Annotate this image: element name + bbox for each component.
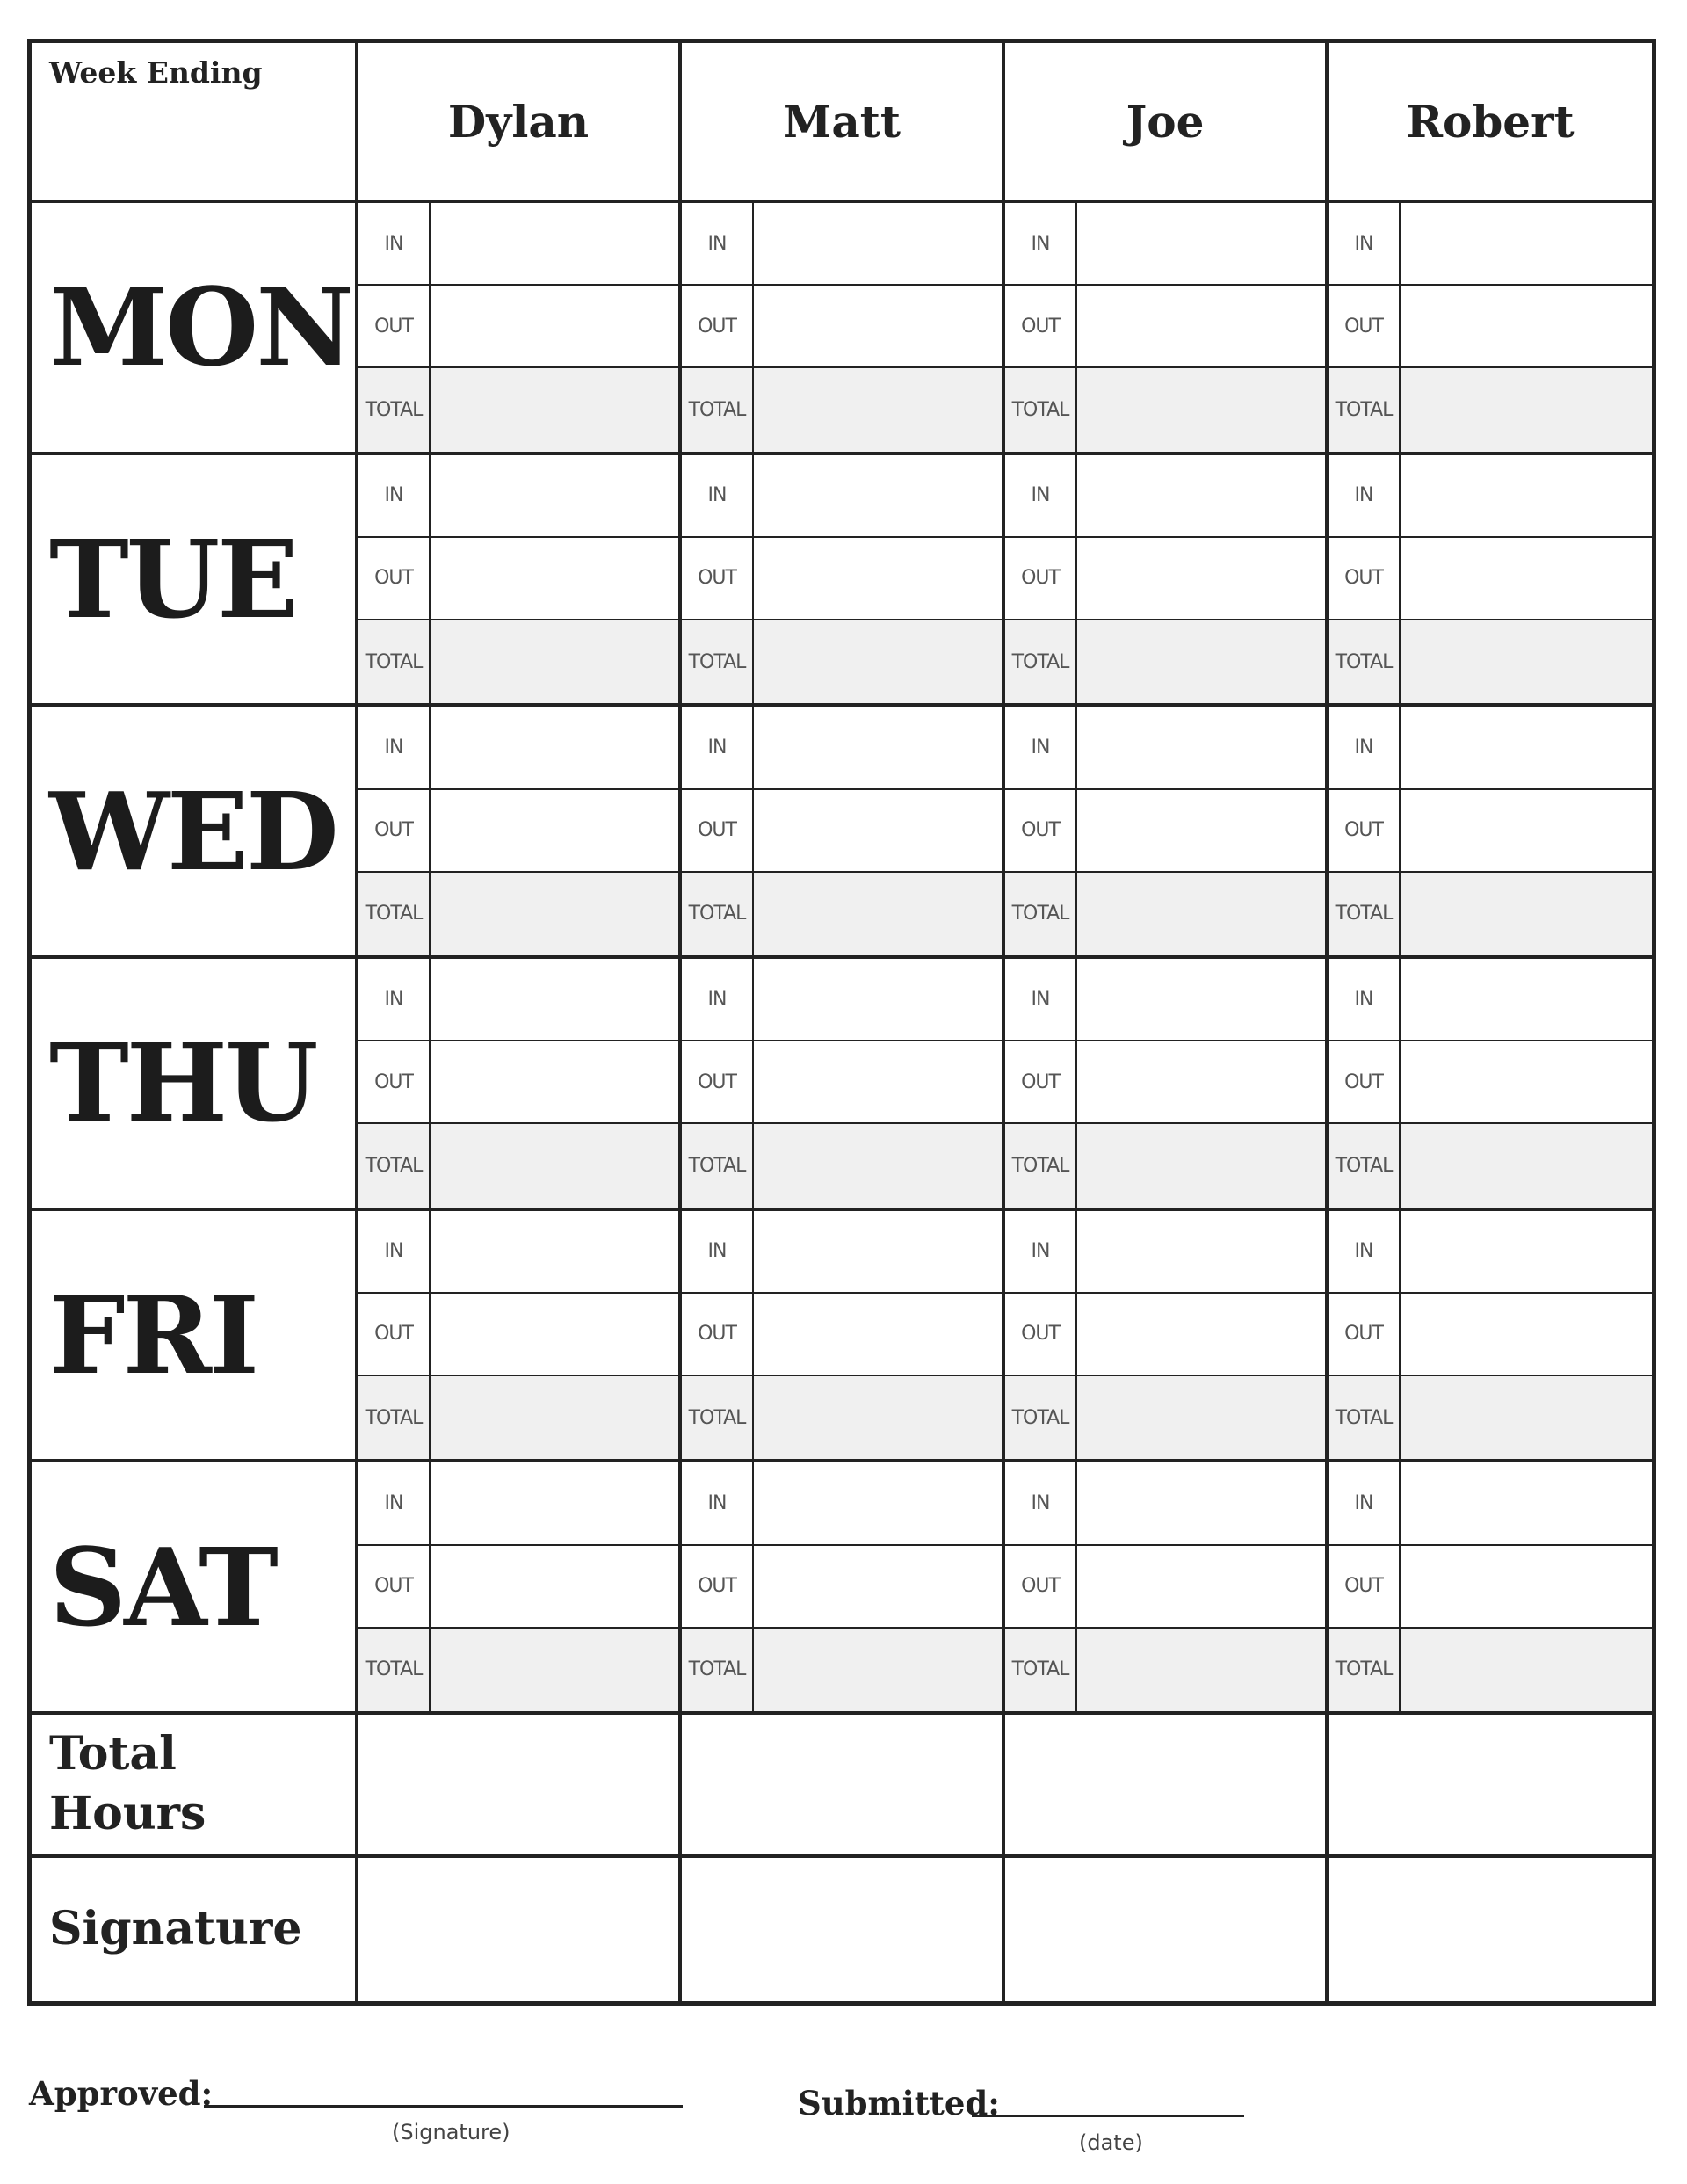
time-row-out	[682, 1041, 1002, 1124]
day-block	[682, 455, 1005, 707]
row-label-out: OUT	[1005, 1294, 1077, 1375]
day-block	[1329, 1462, 1652, 1715]
time-row-in	[358, 203, 678, 286]
day-block	[358, 455, 682, 707]
time-row-in	[1005, 203, 1325, 286]
time-entry-total[interactable]	[1077, 368, 1325, 451]
time-entry-total[interactable]	[1401, 368, 1652, 451]
row-label-in: IN	[1005, 1211, 1077, 1292]
time-entry-total[interactable]	[754, 873, 1002, 955]
row-label-out: OUT	[1005, 538, 1077, 619]
time-row-total	[358, 1376, 678, 1459]
row-label-in: IN	[1005, 707, 1077, 787]
day-block	[358, 1462, 682, 1715]
time-row-in	[1329, 1211, 1652, 1294]
total-hours-entry[interactable]	[1329, 1715, 1652, 1858]
time-row-out	[1005, 538, 1325, 620]
time-row-in	[358, 455, 678, 538]
time-entry-in[interactable]	[754, 707, 1002, 787]
time-entry-in[interactable]	[1401, 1462, 1652, 1543]
employee-header-2: Joe	[1005, 43, 1329, 203]
time-entry-total[interactable]	[1077, 620, 1325, 703]
time-entry-total[interactable]	[431, 873, 678, 955]
time-row-total	[1005, 1376, 1325, 1459]
time-row-out	[1329, 1041, 1652, 1124]
time-entry-total[interactable]	[1401, 873, 1652, 955]
total-hours-label: Total Hours	[32, 1715, 358, 1858]
time-entry-in[interactable]	[1077, 1211, 1325, 1292]
day-label-sat: SAT	[32, 1462, 358, 1715]
time-row-in	[682, 1462, 1002, 1545]
time-entry-in[interactable]	[1401, 203, 1652, 284]
row-label-out: OUT	[682, 286, 754, 366]
time-row-total	[1329, 1376, 1652, 1459]
row-label-out: OUT	[1329, 1546, 1401, 1627]
row-label-out: OUT	[358, 790, 431, 871]
row-label-out: OUT	[1005, 790, 1077, 871]
time-entry-in[interactable]	[431, 959, 678, 1040]
time-row-total	[1329, 873, 1652, 955]
row-label-total: TOTAL	[1329, 1124, 1401, 1207]
day-label-thu: THU	[32, 959, 358, 1211]
time-row-total	[1005, 1124, 1325, 1207]
time-entry-total[interactable]	[754, 368, 1002, 451]
time-row-total	[682, 1124, 1002, 1207]
row-label-total: TOTAL	[358, 1376, 431, 1459]
time-entry-out[interactable]	[431, 1294, 678, 1375]
time-entry-total[interactable]	[431, 620, 678, 703]
row-label-in: IN	[1329, 959, 1401, 1040]
signature-entry[interactable]	[358, 1858, 682, 2001]
time-entry-total[interactable]	[754, 1124, 1002, 1207]
day-block	[1329, 959, 1652, 1211]
time-row-total	[358, 1124, 678, 1207]
row-label-out: OUT	[1005, 286, 1077, 366]
row-label-in: IN	[1329, 707, 1401, 787]
row-label-out: OUT	[358, 1546, 431, 1627]
time-row-total	[1329, 368, 1652, 451]
row-label-total: TOTAL	[682, 1124, 754, 1207]
time-row-out	[1329, 538, 1652, 620]
time-entry-in[interactable]	[1401, 959, 1652, 1040]
row-label-in: IN	[682, 455, 754, 536]
time-row-out	[1005, 286, 1325, 368]
row-label-in: IN	[358, 707, 431, 787]
time-entry-in[interactable]	[754, 455, 1002, 536]
row-label-in: IN	[682, 959, 754, 1040]
time-row-total	[358, 368, 678, 451]
day-block	[1005, 455, 1329, 707]
row-label-out: OUT	[682, 1294, 754, 1375]
time-row-out	[358, 1546, 678, 1629]
signature-label: Signature	[32, 1858, 358, 2001]
time-row-in	[1329, 1462, 1652, 1545]
time-entry-out[interactable]	[431, 1041, 678, 1122]
time-entry-total[interactable]	[1401, 1629, 1652, 1711]
employee-header-3: Robert	[1329, 43, 1652, 203]
total-hours-entry[interactable]	[682, 1715, 1005, 1858]
time-row-in	[1005, 1462, 1325, 1545]
time-row-in	[682, 455, 1002, 538]
time-entry-total[interactable]	[754, 1629, 1002, 1711]
time-entry-total[interactable]	[754, 1376, 1002, 1459]
day-label-fri: FRI	[32, 1211, 358, 1463]
time-row-in	[1005, 1211, 1325, 1294]
row-label-total: TOTAL	[682, 368, 754, 451]
row-label-total: TOTAL	[358, 1124, 431, 1207]
day-block	[1329, 1211, 1652, 1463]
row-label-out: OUT	[1329, 286, 1401, 366]
time-row-in	[1005, 707, 1325, 789]
time-entry-out[interactable]	[754, 286, 1002, 366]
time-entry-in[interactable]	[754, 959, 1002, 1040]
time-entry-total[interactable]	[431, 368, 678, 451]
time-entry-in[interactable]	[754, 1211, 1002, 1292]
time-row-out	[1329, 1546, 1652, 1629]
time-row-out	[1329, 1294, 1652, 1376]
time-row-total	[1005, 873, 1325, 955]
row-label-out: OUT	[682, 538, 754, 619]
time-row-in	[682, 959, 1002, 1041]
time-entry-out[interactable]	[1077, 1546, 1325, 1627]
row-label-total: TOTAL	[682, 1376, 754, 1459]
row-label-out: OUT	[682, 790, 754, 871]
row-label-in: IN	[682, 707, 754, 787]
row-label-in: IN	[1005, 203, 1077, 284]
day-block	[1005, 707, 1329, 959]
time-row-total	[1005, 1629, 1325, 1711]
time-entry-out[interactable]	[1077, 790, 1325, 871]
row-label-total: TOTAL	[1329, 1629, 1401, 1711]
total-hours-entry[interactable]	[1005, 1715, 1329, 1858]
time-row-in	[358, 1211, 678, 1294]
time-entry-out[interactable]	[1401, 1041, 1652, 1122]
day-block	[1005, 1211, 1329, 1463]
row-label-in: IN	[1329, 203, 1401, 284]
day-block	[1329, 455, 1652, 707]
time-entry-out[interactable]	[754, 1041, 1002, 1122]
time-row-out	[358, 286, 678, 368]
row-label-in: IN	[358, 455, 431, 536]
row-label-total: TOTAL	[358, 620, 431, 703]
signature-entry[interactable]	[1329, 1858, 1652, 2001]
time-entry-total[interactable]	[1401, 1124, 1652, 1207]
timesheet-grid	[27, 39, 1656, 2006]
time-entry-out[interactable]	[1077, 1294, 1325, 1375]
row-label-total: TOTAL	[1005, 1124, 1077, 1207]
day-block	[358, 1211, 682, 1463]
row-label-in: IN	[358, 959, 431, 1040]
time-row-out	[358, 538, 678, 620]
time-row-in	[682, 707, 1002, 789]
time-entry-in[interactable]	[431, 203, 678, 284]
time-row-total	[682, 873, 1002, 955]
day-block	[1005, 1462, 1329, 1715]
week-ending-cell[interactable]	[32, 43, 358, 203]
day-block	[1329, 707, 1652, 959]
time-row-out	[1005, 1546, 1325, 1629]
time-entry-out[interactable]	[1401, 538, 1652, 619]
approved-caption: (Signature)	[392, 2120, 510, 2144]
time-entry-in[interactable]	[1077, 203, 1325, 284]
week-ending-label: Week Ending	[49, 55, 263, 90]
row-label-in: IN	[358, 1211, 431, 1292]
time-row-out	[358, 1294, 678, 1376]
time-entry-total[interactable]	[1401, 620, 1652, 703]
row-label-out: OUT	[1329, 1294, 1401, 1375]
row-label-in: IN	[1005, 959, 1077, 1040]
row-label-total: TOTAL	[1329, 873, 1401, 955]
time-row-total	[358, 1629, 678, 1711]
row-label-in: IN	[1005, 1462, 1077, 1543]
day-block	[682, 1462, 1005, 1715]
day-block	[682, 959, 1005, 1211]
time-entry-in[interactable]	[1401, 1211, 1652, 1292]
time-row-in	[1005, 455, 1325, 538]
row-label-in: IN	[682, 1211, 754, 1292]
row-label-out: OUT	[1329, 538, 1401, 619]
time-row-out	[682, 538, 1002, 620]
time-entry-out[interactable]	[431, 790, 678, 871]
time-entry-in[interactable]	[1401, 707, 1652, 787]
approved-signature-line[interactable]	[204, 2105, 683, 2108]
time-entry-in[interactable]	[1401, 455, 1652, 536]
time-entry-total[interactable]	[754, 620, 1002, 703]
time-row-out	[682, 286, 1002, 368]
time-entry-out[interactable]	[754, 1294, 1002, 1375]
time-entry-out[interactable]	[1077, 286, 1325, 366]
time-entry-out[interactable]	[1401, 1546, 1652, 1627]
time-row-out	[1329, 286, 1652, 368]
day-label-mon: MON	[32, 203, 358, 455]
day-block	[682, 203, 1005, 455]
time-row-total	[1005, 620, 1325, 703]
time-row-out	[1005, 1041, 1325, 1124]
row-label-in: IN	[1329, 1462, 1401, 1543]
row-label-total: TOTAL	[682, 1629, 754, 1711]
time-entry-total[interactable]	[431, 1376, 678, 1459]
time-row-out	[682, 1546, 1002, 1629]
time-row-in	[358, 959, 678, 1041]
time-row-total	[1329, 1124, 1652, 1207]
time-entry-total[interactable]	[1077, 1629, 1325, 1711]
time-row-in	[1005, 959, 1325, 1041]
time-row-in	[1329, 959, 1652, 1041]
signature-entry[interactable]	[682, 1858, 1005, 2001]
day-block	[358, 959, 682, 1211]
time-entry-out[interactable]	[1401, 1294, 1652, 1375]
time-entry-out[interactable]	[1077, 538, 1325, 619]
day-block	[1005, 959, 1329, 1211]
row-label-in: IN	[1329, 455, 1401, 536]
approved-label: Approved:	[29, 2074, 214, 2113]
row-label-total: TOTAL	[1329, 620, 1401, 703]
row-label-out: OUT	[1005, 1546, 1077, 1627]
row-label-out: OUT	[1329, 790, 1401, 871]
row-label-in: IN	[682, 203, 754, 284]
time-row-out	[682, 790, 1002, 873]
time-entry-in[interactable]	[1077, 707, 1325, 787]
time-row-total	[682, 620, 1002, 703]
time-entry-total[interactable]	[431, 1124, 678, 1207]
row-label-out: OUT	[1005, 1041, 1077, 1122]
day-block	[358, 203, 682, 455]
time-entry-in[interactable]	[754, 203, 1002, 284]
submitted-label: Submitted:	[798, 2084, 1000, 2122]
time-entry-in[interactable]	[1077, 1462, 1325, 1543]
total-hours-entry[interactable]	[358, 1715, 682, 1858]
time-row-in	[358, 1462, 678, 1545]
time-entry-in[interactable]	[431, 455, 678, 536]
row-label-out: OUT	[358, 286, 431, 366]
row-label-out: OUT	[358, 1294, 431, 1375]
row-label-total: TOTAL	[682, 873, 754, 955]
time-row-in	[1329, 707, 1652, 789]
day-block	[682, 707, 1005, 959]
time-entry-in[interactable]	[1077, 959, 1325, 1040]
row-label-total: TOTAL	[358, 873, 431, 955]
time-row-in	[1329, 455, 1652, 538]
row-label-total: TOTAL	[358, 1629, 431, 1711]
time-row-in	[682, 1211, 1002, 1294]
time-entry-total[interactable]	[431, 1629, 678, 1711]
day-block	[1329, 203, 1652, 455]
time-row-out	[358, 1041, 678, 1124]
row-label-out: OUT	[358, 538, 431, 619]
row-label-total: TOTAL	[1005, 620, 1077, 703]
time-entry-out[interactable]	[431, 538, 678, 619]
row-label-total: TOTAL	[1005, 368, 1077, 451]
time-entry-total[interactable]	[1077, 1376, 1325, 1459]
time-row-total	[1329, 620, 1652, 703]
employee-header-1: Matt	[682, 43, 1005, 203]
time-row-total	[682, 1376, 1002, 1459]
row-label-total: TOTAL	[1005, 1376, 1077, 1459]
time-row-in	[358, 707, 678, 789]
time-entry-out[interactable]	[754, 538, 1002, 619]
day-block	[682, 1211, 1005, 1463]
time-row-total	[1005, 368, 1325, 451]
row-label-in: IN	[358, 1462, 431, 1543]
row-label-total: TOTAL	[1329, 368, 1401, 451]
row-label-in: IN	[1329, 1211, 1401, 1292]
row-label-in: IN	[682, 1462, 754, 1543]
submitted-date-line[interactable]	[972, 2115, 1244, 2117]
time-entry-out[interactable]	[431, 286, 678, 366]
row-label-total: TOTAL	[682, 620, 754, 703]
row-label-in: IN	[358, 203, 431, 284]
time-entry-out[interactable]	[1401, 286, 1652, 366]
row-label-out: OUT	[358, 1041, 431, 1122]
time-row-total	[682, 368, 1002, 451]
time-row-out	[682, 1294, 1002, 1376]
time-row-total	[1329, 1629, 1652, 1711]
row-label-out: OUT	[682, 1041, 754, 1122]
time-row-out	[1329, 790, 1652, 873]
time-entry-total[interactable]	[1077, 873, 1325, 955]
day-label-wed: WED	[32, 707, 358, 959]
row-label-out: OUT	[1329, 1041, 1401, 1122]
time-row-in	[1329, 203, 1652, 286]
time-entry-total[interactable]	[1077, 1124, 1325, 1207]
row-label-total: TOTAL	[1329, 1376, 1401, 1459]
row-label-in: IN	[1005, 455, 1077, 536]
time-entry-out[interactable]	[1401, 790, 1652, 871]
time-entry-out[interactable]	[754, 1546, 1002, 1627]
day-block	[358, 707, 682, 959]
row-label-out: OUT	[682, 1546, 754, 1627]
time-row-out	[1005, 1294, 1325, 1376]
time-row-total	[358, 873, 678, 955]
time-entry-total[interactable]	[1401, 1376, 1652, 1459]
time-entry-in[interactable]	[431, 1462, 678, 1543]
day-label-tue: TUE	[32, 455, 358, 707]
time-entry-in[interactable]	[431, 1211, 678, 1292]
time-entry-in[interactable]	[1077, 455, 1325, 536]
time-entry-out[interactable]	[1077, 1041, 1325, 1122]
time-entry-in[interactable]	[754, 1462, 1002, 1543]
day-block	[1005, 203, 1329, 455]
time-row-total	[682, 1629, 1002, 1711]
time-entry-out[interactable]	[754, 790, 1002, 871]
row-label-total: TOTAL	[1005, 873, 1077, 955]
time-row-out	[1005, 790, 1325, 873]
submitted-caption: (date)	[1079, 2130, 1143, 2155]
time-row-in	[682, 203, 1002, 286]
time-row-out	[358, 790, 678, 873]
time-row-total	[358, 620, 678, 703]
time-entry-in[interactable]	[431, 707, 678, 787]
row-label-total: TOTAL	[358, 368, 431, 451]
row-label-total: TOTAL	[1005, 1629, 1077, 1711]
signature-entry[interactable]	[1005, 1858, 1329, 2001]
time-entry-out[interactable]	[431, 1546, 678, 1627]
employee-header-0: Dylan	[358, 43, 682, 203]
